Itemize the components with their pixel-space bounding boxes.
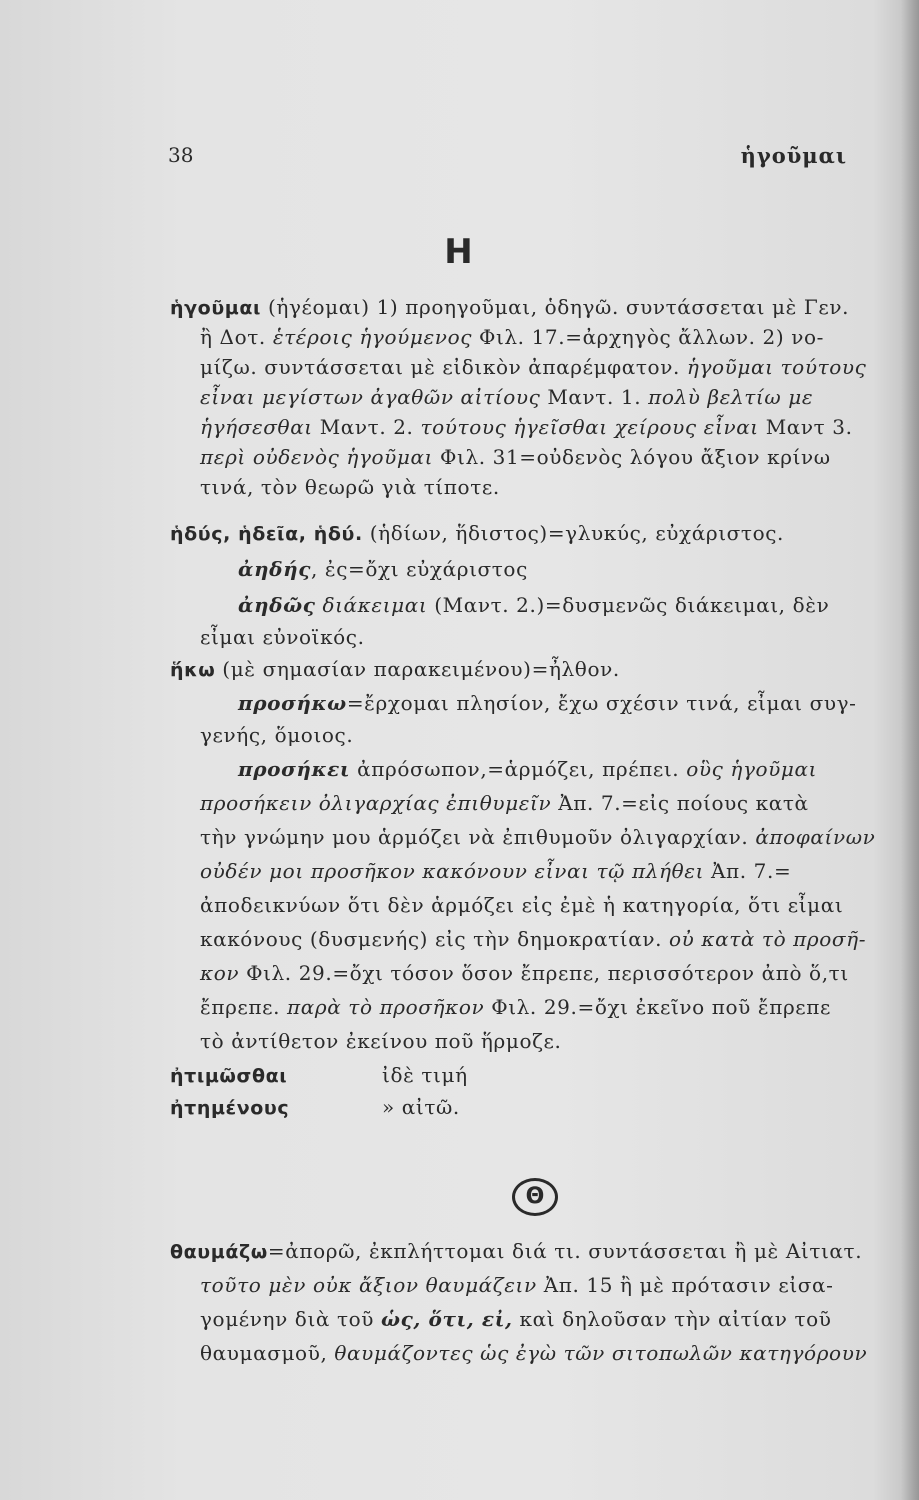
citation: ἑτέροις ἡγούμενος (272, 325, 473, 349)
entry-line (200, 382, 813, 412)
entry-text: ἀποδεικνύων ὅτι δὲν ἁρμόζει εἰς ἐμὲ ἡ κατηγορία, ὅτι εἶμαι (200, 893, 844, 917)
entry-line (200, 1304, 832, 1334)
entry-line (200, 1338, 867, 1368)
entry-text: Φιλ. 17.=ἀρχηγὸς ἄλλων. 2) νο- (472, 325, 824, 349)
entry-line (200, 442, 831, 472)
entry-line (238, 554, 528, 584)
citation: θαυμάζοντες ὡς ἐγὼ τῶν σιτοπωλῶν κατηγόρουν (334, 1341, 868, 1365)
entry-text: Ἀπ. 15 ἢ μὲ πρότασιν εἰσα- (536, 1273, 834, 1297)
citation: ἀποφαίνων (755, 825, 876, 849)
headword: ἠτιμῶσθαι (170, 1065, 288, 1087)
headword: θαυμάζω (170, 1241, 268, 1263)
subheadword: ἀηδῶς (238, 593, 316, 617)
entry-line (200, 958, 849, 988)
headword: ἡδύς, ἡδεῖα, ἡδύ. (170, 523, 363, 545)
citation: εἶναι μεγίστων ἀγαθῶν αἰτίους (200, 385, 541, 409)
headword: ἥκω (170, 659, 216, 681)
entry-line (200, 856, 791, 886)
entry-text: τινά, τὸν θεωρῶ γιὰ τίποτε. (200, 475, 500, 499)
emphasis: ὡς, ὅτι, εἰ, (380, 1307, 513, 1331)
citation: προσήκειν ὀλιγαρχίας ἐπιθυμεῖν (200, 791, 552, 815)
entry-line (200, 322, 824, 352)
cross-reference: ἰδὲ τιμή (382, 1063, 468, 1087)
entry-text: =ἀπορῶ, ἐκπλήττομαι διά τι. συντάσσεται ἢ μὲ Αἰτιατ. (267, 1239, 863, 1263)
entry-line (200, 720, 353, 750)
entry-line (170, 1236, 862, 1266)
entry-line (200, 890, 843, 920)
cross-reference: » αἰτῶ. (382, 1095, 460, 1119)
citation: τούτους ἡγεῖσθαι χείρους εἶναι (420, 415, 759, 439)
entry-text: Φιλ. 31=οὐδενὸς λόγου ἄξιον κρίνω (433, 445, 831, 469)
entry-line (170, 1060, 882, 1090)
theta-circle-glyph: Θ (512, 1178, 558, 1216)
entry-line (170, 518, 784, 548)
running-head: ἡγοῦμαι (740, 143, 847, 168)
entry-text: γομένην διὰ τοῦ (200, 1307, 381, 1331)
entry-text: Ἀπ. 7.=εἰς ποίους κατὰ (551, 791, 809, 815)
entry-text: ἀπρόσωπον,=ἁρμόζει, πρέπει. (350, 757, 687, 781)
entry-line (170, 654, 620, 684)
entry-line (200, 352, 866, 382)
page-number: 38 (168, 143, 194, 167)
subheadword: ἀηδής (238, 557, 311, 581)
entry-line (238, 590, 829, 620)
entry-text: ἢ Δοτ. (200, 325, 273, 349)
section-heading-theta (512, 1176, 556, 1214)
citation: οὐ κατὰ τὸ προσῆ- (669, 927, 867, 951)
entry-text: τὴν γνώμην μου ἁρμόζει νὰ ἐπιθυμοῦν ὀλιγαρχίαν. (200, 825, 756, 849)
entry-line (200, 788, 809, 818)
entry-text: γενής, ὅμοιος. (200, 723, 354, 747)
citation: ἡγήσεσθαι (200, 415, 313, 439)
page-header (168, 143, 859, 173)
entry-text: (Μαντ. 2.)=δυσμενῶς διάκειμαι, δὲν (427, 593, 830, 617)
entry-text: Μαντ 3. (758, 415, 853, 439)
headword: ἡγοῦμαι (170, 297, 261, 319)
citation: οὐδέν μοι προσῆκον κακόνουν εἶναι τῷ πλήθει (200, 859, 705, 883)
headword: ἠτημένους (170, 1097, 290, 1119)
citation: διάκειμαι (315, 593, 428, 617)
entry-line (200, 822, 875, 852)
entry-line (238, 688, 857, 718)
citation: οὓς ἡγοῦμαι (686, 757, 818, 781)
entry-text: (ἡδίων, ἥδιστος)=γλυκύς, εὐχάριστος. (362, 521, 784, 545)
entry-text: (ἡγέομαι) 1) προηγοῦμαι, ὁδηγῶ. συντάσσεται μὲ Γεν. (261, 295, 850, 319)
page-edge-shadow (901, 0, 919, 1500)
entry-text: Μαντ. 2. (312, 415, 421, 439)
entry-text: θαυμασμοῦ, (200, 1341, 335, 1365)
entry-text: τὸ ἀντίθετον ἐκείνου ποῦ ἥρμοζε. (200, 1029, 562, 1053)
entry-text: μίζω. συντάσσεται μὲ εἰδικὸν ἀπαρέμφατον. (200, 355, 687, 379)
entry-line (200, 924, 866, 954)
entry-text: Ἀπ. 7.= (704, 859, 792, 883)
entry-text: Φιλ. 29.=ὄχι τόσον ὅσον ἔπρεπε, περισσότερον ἀπὸ ὅ,τι (239, 961, 849, 985)
citation: πολὺ βελτίω με (648, 385, 814, 409)
citation: κον (200, 961, 240, 985)
entry-text: ἔπρεπε. (200, 995, 288, 1019)
entry-line (200, 472, 500, 502)
subheadword: προσήκω (238, 691, 347, 715)
entry-text: Μαντ. 1. (540, 385, 649, 409)
citation: τοῦτο μὲν οὐκ ἄξιον θαυμάζειν (200, 1273, 537, 1297)
entry-line (170, 292, 849, 322)
entry-line (200, 1026, 561, 1056)
entry-text: Φιλ. 29.=ὄχι ἐκεῖνο ποῦ ἔπρεπε (484, 995, 831, 1019)
entry-line (200, 412, 853, 442)
entry-line (170, 1092, 882, 1122)
entry-line (200, 1270, 834, 1300)
entry-text: =ἔρχομαι πλησίον, ἔχω σχέσιν τινά, εἶμαι συγ- (346, 691, 857, 715)
entry-line (200, 622, 365, 652)
entry-line (238, 754, 817, 784)
entry-text: εἶμαι εὐνοϊκός. (200, 625, 365, 649)
citation: περὶ οὐδενὸς ἡγοῦμαι (200, 445, 434, 469)
entry-text: , ἐς=ὄχι εὐχάριστος (311, 557, 528, 581)
entry-text: (μὲ σημασίαν παρακειμένου)=ἦλθον. (215, 657, 620, 681)
subheadword: προσήκει (238, 757, 351, 781)
citation: παρὰ τὸ προσῆκον (287, 995, 485, 1019)
section-heading-eta: Η (444, 232, 475, 272)
entry-text: κακόνους (δυσμενής) εἰς τὴν δημοκρατίαν. (200, 927, 670, 951)
entry-line (200, 992, 831, 1022)
entry-text: καὶ δηλοῦσαν τὴν αἰτίαν τοῦ (512, 1307, 832, 1331)
citation: ἡγοῦμαι τούτους (686, 355, 867, 379)
